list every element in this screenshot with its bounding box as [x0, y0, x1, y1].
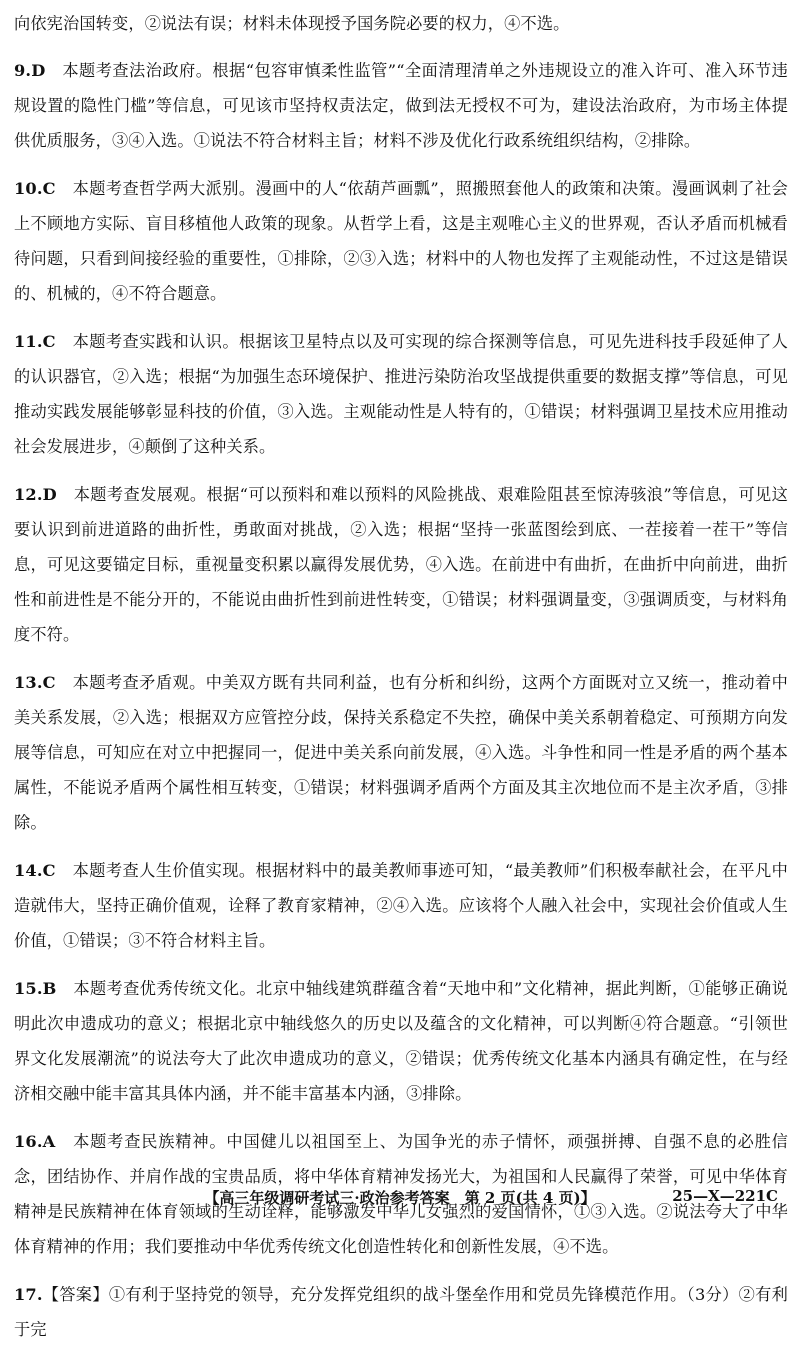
answer-explanation: 本题考查法治政府。根据“包容审慎柔性监管”“全面清理清单之外违规设立的准入许可、准入环节违规设置的隐性门槛”等信息，可见该市坚持权责法定，做到法无授权不可为，建设法治政府，为市场主体提供优质服务，③④入选。①说法不符合材料主旨；材料不涉及优化行政系统组织结构，②排除。: [14, 61, 788, 150]
answer-number: 17.: [14, 1285, 43, 1304]
paragraph-text: 向依宪治国转变，②说法有误；材料未体现授予国务院必要的权力，④不选。: [14, 14, 570, 33]
answer-item-15: [14, 971, 788, 1111]
footer-code: 25—X—221C: [672, 1187, 778, 1205]
answer-explanation: 本题考查人生价值实现。根据材料中的最美教师事迹可知，“最美教师”们积极奉献社会，在平凡中造就伟大，坚持正确价值观，诠释了教育家精神，②④入选。应该将个人融入社会中，实现社会价值或人生价值，①错误；③不符合材料主旨。: [14, 861, 788, 950]
answer-item-10: [14, 171, 788, 311]
answer-item-17: [14, 1277, 788, 1347]
answer-number: 14.C: [14, 861, 56, 880]
answer-item-11: [14, 324, 788, 464]
answer-explanation: 本题考查矛盾观。中美双方既有共同利益，也有分析和纠纷，这两个方面既对立又统一，推动着中美关系发展，②入选；根据双方应管控分歧，保持关系稳定不失控，确保中美关系朝着稳定、可预期方向发展等信息，可知应在对立中把握同一，促进中美关系向前发展，④入选。斗争性和同一性是矛盾的两个基本属性，不能说矛盾两个属性相互转变，①错误；材料强调矛盾两个方面及其主次地位而不是主次矛盾，③排除。: [14, 673, 788, 832]
answer-number: 16.A: [14, 1132, 56, 1151]
answer-explanation: 【答案】①有利于坚持党的领导，充分发挥党组织的战斗堡垒作用和党员先锋模范作用。（3分）②有利于完: [14, 1285, 788, 1339]
answer-explanation: 本题考查哲学两大派别。漫画中的人“依葫芦画瓢”，照搬照套他人的政策和决策。漫画讽刺了社会上不顾地方实际、盲目移植他人政策的现象。从哲学上看，这是主观唯心主义的世界观，否认矛盾而机械看待问题，只看到间接经验的重要性，①排除，②③入选；材料中的人物也发挥了主观能动性，不过这是错误的、机械的，④不符合题意。: [14, 179, 788, 303]
answer-number: 15.B: [14, 979, 57, 998]
answer-item-12: [14, 477, 788, 652]
page-footer: [0, 1183, 800, 1213]
answer-number: 11.C: [14, 332, 56, 351]
answer-number: 10.C: [14, 179, 56, 198]
answer-explanation: 本题考查民族精神。中国健儿以祖国至上、为国争光的赤子情怀，顽强拼搏、自强不息的必胜信念，团结协作、并肩作战的宝贵品质，将中华体育精神发扬光大，为祖国和人民赢得了荣誉，可见中华体育精神是民族精神在体育领域的生动诠释，能够激发中华儿女强烈的爱国情怀，①③入选。②说法夸大了中华体育精神的作用；我们要推动中华优秀传统文化创造性转化和创新性发展，④不选。: [14, 1132, 789, 1256]
answer-explanation: 本题考查实践和认识。根据该卫星特点以及可实现的综合探测等信息，可见先进科技手段延伸了人的认识器官，②入选；根据“为加强生态环境保护、推进污染防治攻坚战提供重要的数据支撑”等信息，可见推动实践发展能够彰显科技的价值，③入选。主观能动性是人特有的，①错误；材料强调卫星技术应用推动社会发展进步，④颠倒了这种关系。: [14, 332, 788, 456]
answer-item-14: [14, 853, 788, 958]
answer-number: 9.D: [14, 61, 46, 80]
answer-document: [14, 6, 788, 1360]
footer-title: 【高三年级调研考试三·政治参考答案 第 2 页(共 4 页)】: [204, 1189, 596, 1207]
answer-number: 12.D: [14, 485, 57, 504]
answer-item-9: [14, 53, 788, 158]
answer-item-13: [14, 665, 788, 840]
answer-explanation: 本题考查发展观。根据“可以预料和难以预料的风险挑战、艰难险阻甚至惊涛骇浪”等信息，可见这要认识到前进道路的曲折性，勇敢面对挑战，②入选；根据“坚持一张蓝图绘到底、一茬接着一茬干”等信息，可见这要锚定目标，重视量变积累以赢得发展优势，④入选。在前进中有曲折，在曲折中向前进，曲折性和前进性是不能分开的，不能说由曲折性到前进性转变，①错误；材料强调量变，③强调质变，与材料角度不符。: [14, 485, 788, 644]
answer-number: 13.C: [14, 673, 56, 692]
answer-explanation: 本题考查优秀传统文化。北京中轴线建筑群蕴含着“天地中和”文化精神，据此判断，①能够正确说明此次申遗成功的意义；根据北京中轴线悠久的历史以及蕴含的文化精神，可以判断④符合题意。“引领世界文化发展潮流”的说法夸大了此次申遗成功的意义，②错误；优秀传统文化基本内涵具有确定性，在与经济相交融中能丰富其具体内涵，并不能丰富基本内涵，③排除。: [14, 979, 788, 1103]
paragraph-continuation: [14, 6, 788, 41]
